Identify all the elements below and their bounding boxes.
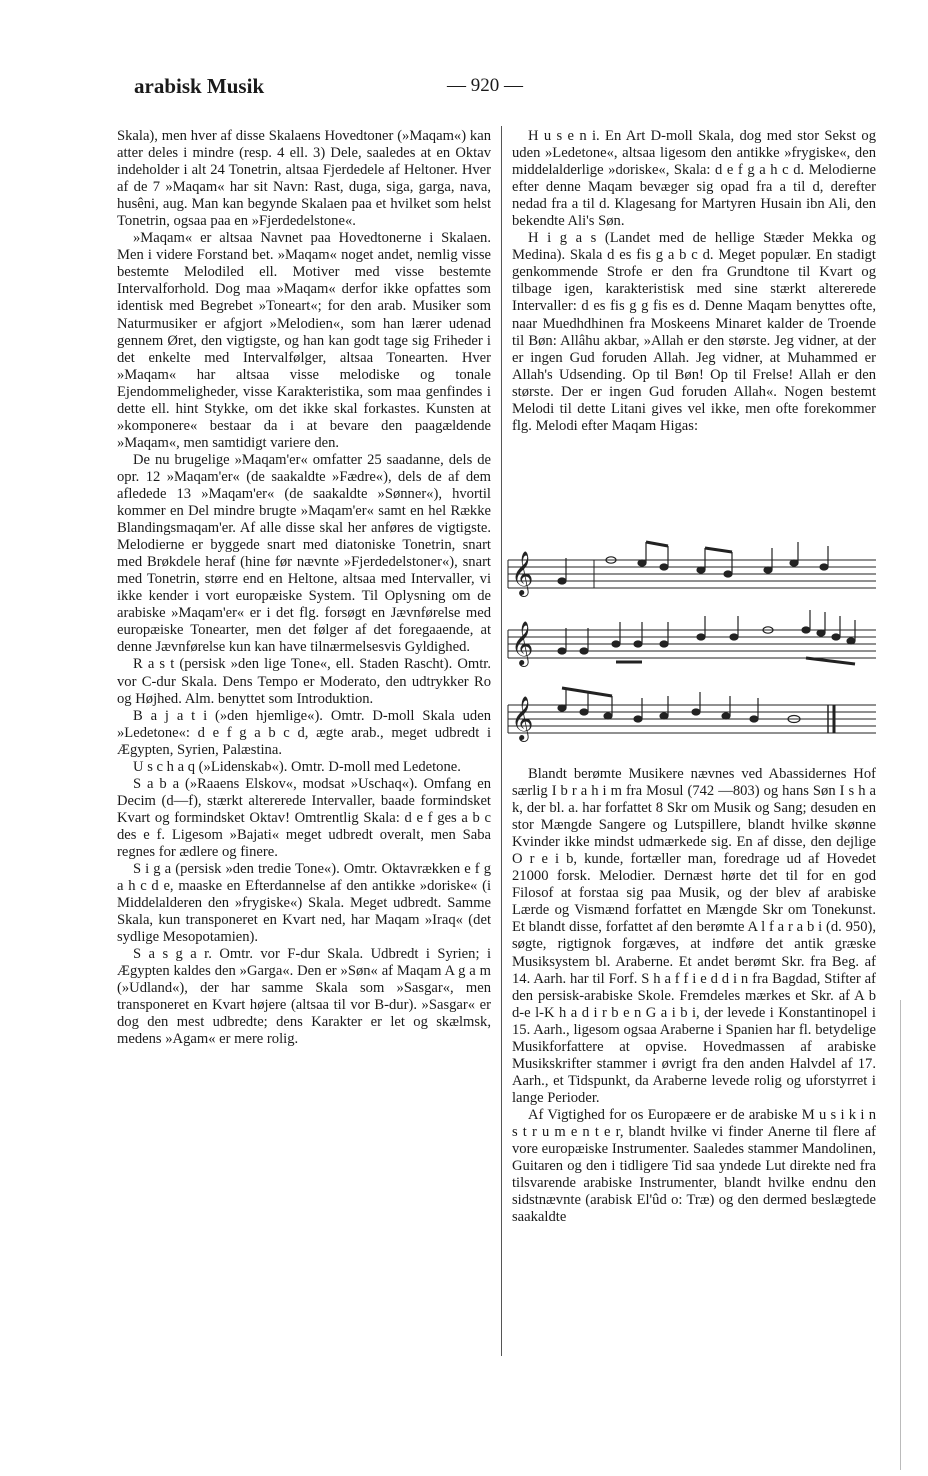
paragraph: R a s t (persisk »den lige Tone«, ell. Staden Rascht). Omtr. vor C-dur Skala. Dens Tempo er Moderato, den udtrykker Ro og Højhed. Alm. benyttet som Introduktion. — [117, 656, 491, 707]
page-title: arabisk Musik — [134, 74, 265, 98]
paragraph: B a j a t i (»den hjemlige«). Omtr. D-moll Skala uden »Ledetone«: d e f g a b c d, ægte arab., meget udbredt i Ægypten, Syrien, Palæstina. — [117, 707, 491, 758]
paragraph: Af Vigtighed for os Europæere er de arabiske M u s i k i n s t r u m e n t e r, blandt hvilke vi finder Anerne til flere af vore europæiske Instrumenter. Saaledes stammer Mandolinen, Guitaren og den i tidligere Tid saa yndede Lut direkte ned fra tilsvarende arabiske Instrumenter, blandt hvilke endnu den sidstnævnte (arabisk El'ûd o: Træ) og den dermed beslægtede saakaldte — [512, 1106, 876, 1226]
left-column — [117, 128, 491, 1049]
paragraph: »Maqam« er altsaa Navnet paa Hovedtonerne i Skalaen. Men i videre Forstand bet. »Maqam« noget andet, nemlig visse bestemte Melodiled ell. Motiver med visse bestemte Intervalforhold. Dog maa »Maqam« derfor ikke opfattes som identisk med Begrebet »Toneart«; for den arab. Musiker som Naturmusiker er afgjort »Melodien«, som han lærer udenad gennem Øret, den vigtigste, og han kan godt tage sig Friheder i det enkelte med Intervalfølger, altsaa Tonearten. Hver »Maqam« har altsaa visse melodiske og tonale Ejendommeligheder, visse Karakteristika, som maa genfindes i dette ell. hint Stykke, om det ikke skal forkastes. Kunsten at »komponere« bestaar da i at bevare den paagældende »Maqam«, men samtidigt variere den. — [117, 230, 491, 451]
page-header — [0, 70, 928, 104]
paragraph: U s c h a q (»Lidenskab«). Omtr. D-moll med Ledetone. — [133, 758, 461, 775]
svg-text:𝄞: 𝄞 — [511, 621, 534, 665]
paragraph: H u s e n i. En Art D-moll Skala, dog med stor Sekst og uden »Ledetone«, altsaa ligesom den antikke »frygiske«, den middelalderlige »doriske«, Skala: d e f g a h c d. Melodierne efter denne Maqam bevæger sig opad fra a til d, derefter nedad fra a til d. Klagesang for Martyren Husain ibn Ali, den bekendte Ali's Søn. — [512, 128, 876, 230]
svg-text:𝄞: 𝄞 — [511, 696, 534, 740]
right-column-top — [512, 128, 876, 435]
right-column-bottom — [512, 766, 876, 1226]
paragraph: S i g a (persisk »den tredie Tone«). Omtr. Oktavrækken e f g a h c d e, maaske en Efterdannelse af den antikke »doriske« (i Middelalderen den »frygiske«) Skala. Meget udbredt. Samme Skala, kun transponeret en Kvart ned, har Maqam »Iraq« (det sydlige Mesopotamien). — [117, 861, 491, 946]
music-score-figure — [506, 540, 878, 762]
svg-text:𝄞: 𝄞 — [511, 551, 534, 595]
paragraph: S a s g a r. Omtr. vor F-dur Skala. Udbredt i Syrien; i Ægypten kaldes den »Garga«. Den er »Søn« af Maqam A g a m (»Udland«), der har samme Skala som »Sasgar«, men transponeret en Kvart højere (altsaa til vor B-dur). »Sasgar« er dog den mest udbredte; dens Karakter er let og skælmsk, medens »Agam« er mere rolig. — [117, 946, 491, 1048]
paragraph: Blandt berømte Musikere nævnes ved Abassidernes Hof særlig I b r a h i m fra Mosul (742 —803) og hans Søn I s h a k, der bl. a. har forfattet 8 Skr om Musik og Sang; desuden en stor Mængde Sangere og Lutspillere, blandt hvilke skønne Kvinder ikke mindst udmærkede sig. En af disse, den dejlige O r e i b, kunde, fortæller man, foredrage ud af Hovedet 21000 forsk. Melodier. Dernæst hørte det til for en god Filosof at forstaa sig paa Musik, og der blev af arabiske Lærde og Vismænd forfattet en Mængde Skr om Tonekunst. Et blandt disse, forfattet af den berømte A l f a r a b i (d. 950), søgte, rigtignok forgæves, at indføre det antik græske Musiksystem bl. Araberne. Et andet berømt Skr. fra Beg. af 14. Aarh. har til Forf. S h a f f i e d d i n fra Bagdad, Stifter af den persisk-arabiske Skole. Fremdeles mærkes et Skr. af A b d-e l-K h a d i r b e n G a i b i, der levede i Konstantinopel i 15. Aarh., ligesom ogsaa Araberne i Spanien har fl. betydelige Musikforfattere at opvise. Hovedmassen af arabiske Musikskrifter stammer i øvrigt fra den anden Halvdel af 17. Aarh., et Tidspunkt, da Araberne levede rolig og uforstyrret i lange Perioder. — [512, 766, 876, 1106]
page-number: — 920 — — [447, 75, 523, 96]
paragraph: De nu brugelige »Maqam'er« omfatter 25 saadanne, dels de opr. 12 »Maqam'er« (de saakaldte »Fædre«), dels de af dem afledede 13 »Maqam'er« (de saakaldte »Sønner«), hvortil kommer en Del mindre brugte »Maqam'er« samt en hel Række Blandingsmaqam'er. Af alle disse skal her anføres de vigtigste. Melodierne er byggede snart med diatoniske Tonetrin, snart med Brøkdele heraf (hine før nævnte »Fjerdedelstoner«), snart med Tonetrin, større end en Heltone, altsaa med Intervaller, vi ikke kender i vort europæiske System. Til Oplysning om de arabiske »Maqam'er« er i det flg. forsøgt en Jævnførelse med europæiske Tonearter, men det følger af det foregaaende, at denne Jævnførelse kun kan have tilnærmelsesvis Gyldighed. — [117, 451, 491, 656]
music-score-icon — [506, 540, 878, 762]
paragraph: S a b a (»Raaens Elskov«, modsat »Uschaq«). Omfang en Decim (d—f), stærkt altererede Intervaller, baade formindsket Kvart og formindsket Oktav! Omtrentlig Skala: d e f ges a b c des e f. Ligesom »Bajati« meget udbredt overalt, men Saba regnes for ædlere og finere. — [117, 775, 491, 860]
page-edge-line — [900, 1000, 901, 1470]
paragraph: Skala), men hver af disse Skalaens Hovedtoner (»Maqam«) kan atter deles i mindre (resp. 4 ell. 3) Dele, saaledes at en Oktav indeholder i alt 24 Tonetrin, altsaa Fjerdedele af Heltoner. Hver af de 7 »Maqam« har sit Navn: Rast, duga, siga, garga, nava, husêni, aug. Man kan begynde Skalaen paa et hvilket som helst Tonetrin, ogsaa paa en »Fjerdedelstone«. — [117, 128, 491, 230]
column-divider — [501, 126, 502, 1356]
paragraph: H i g a s (Landet med de hellige Stæder Mekka og Medina). Skala d es fis g a b c d. Meget populær. En stadigt genkommende Strofe er den fra Grundtone til Kvart og tilbage igen, karakteristisk med sine stærkt altererede Intervaller: d es fis g g fis es d. Denne Maqam benyttes ofte, naar Muedhdhinen fra Moskeens Minaret kalder de Troende til Bøn: Allâhu akbar, »Allah er den største. Jeg vidner, at der er ingen Gud foruden Allah. Jeg vidner, at Muhammed er Allah's Udsending. Op til Bøn! Op til Frelse! Allah er den største. Der er ingen Gud foruden Allah«. Nogen bestemt Melodi til dette Litani gives vel ikke, men ofte forekommer flg. Melodi efter Maqam Higas: — [512, 230, 876, 434]
